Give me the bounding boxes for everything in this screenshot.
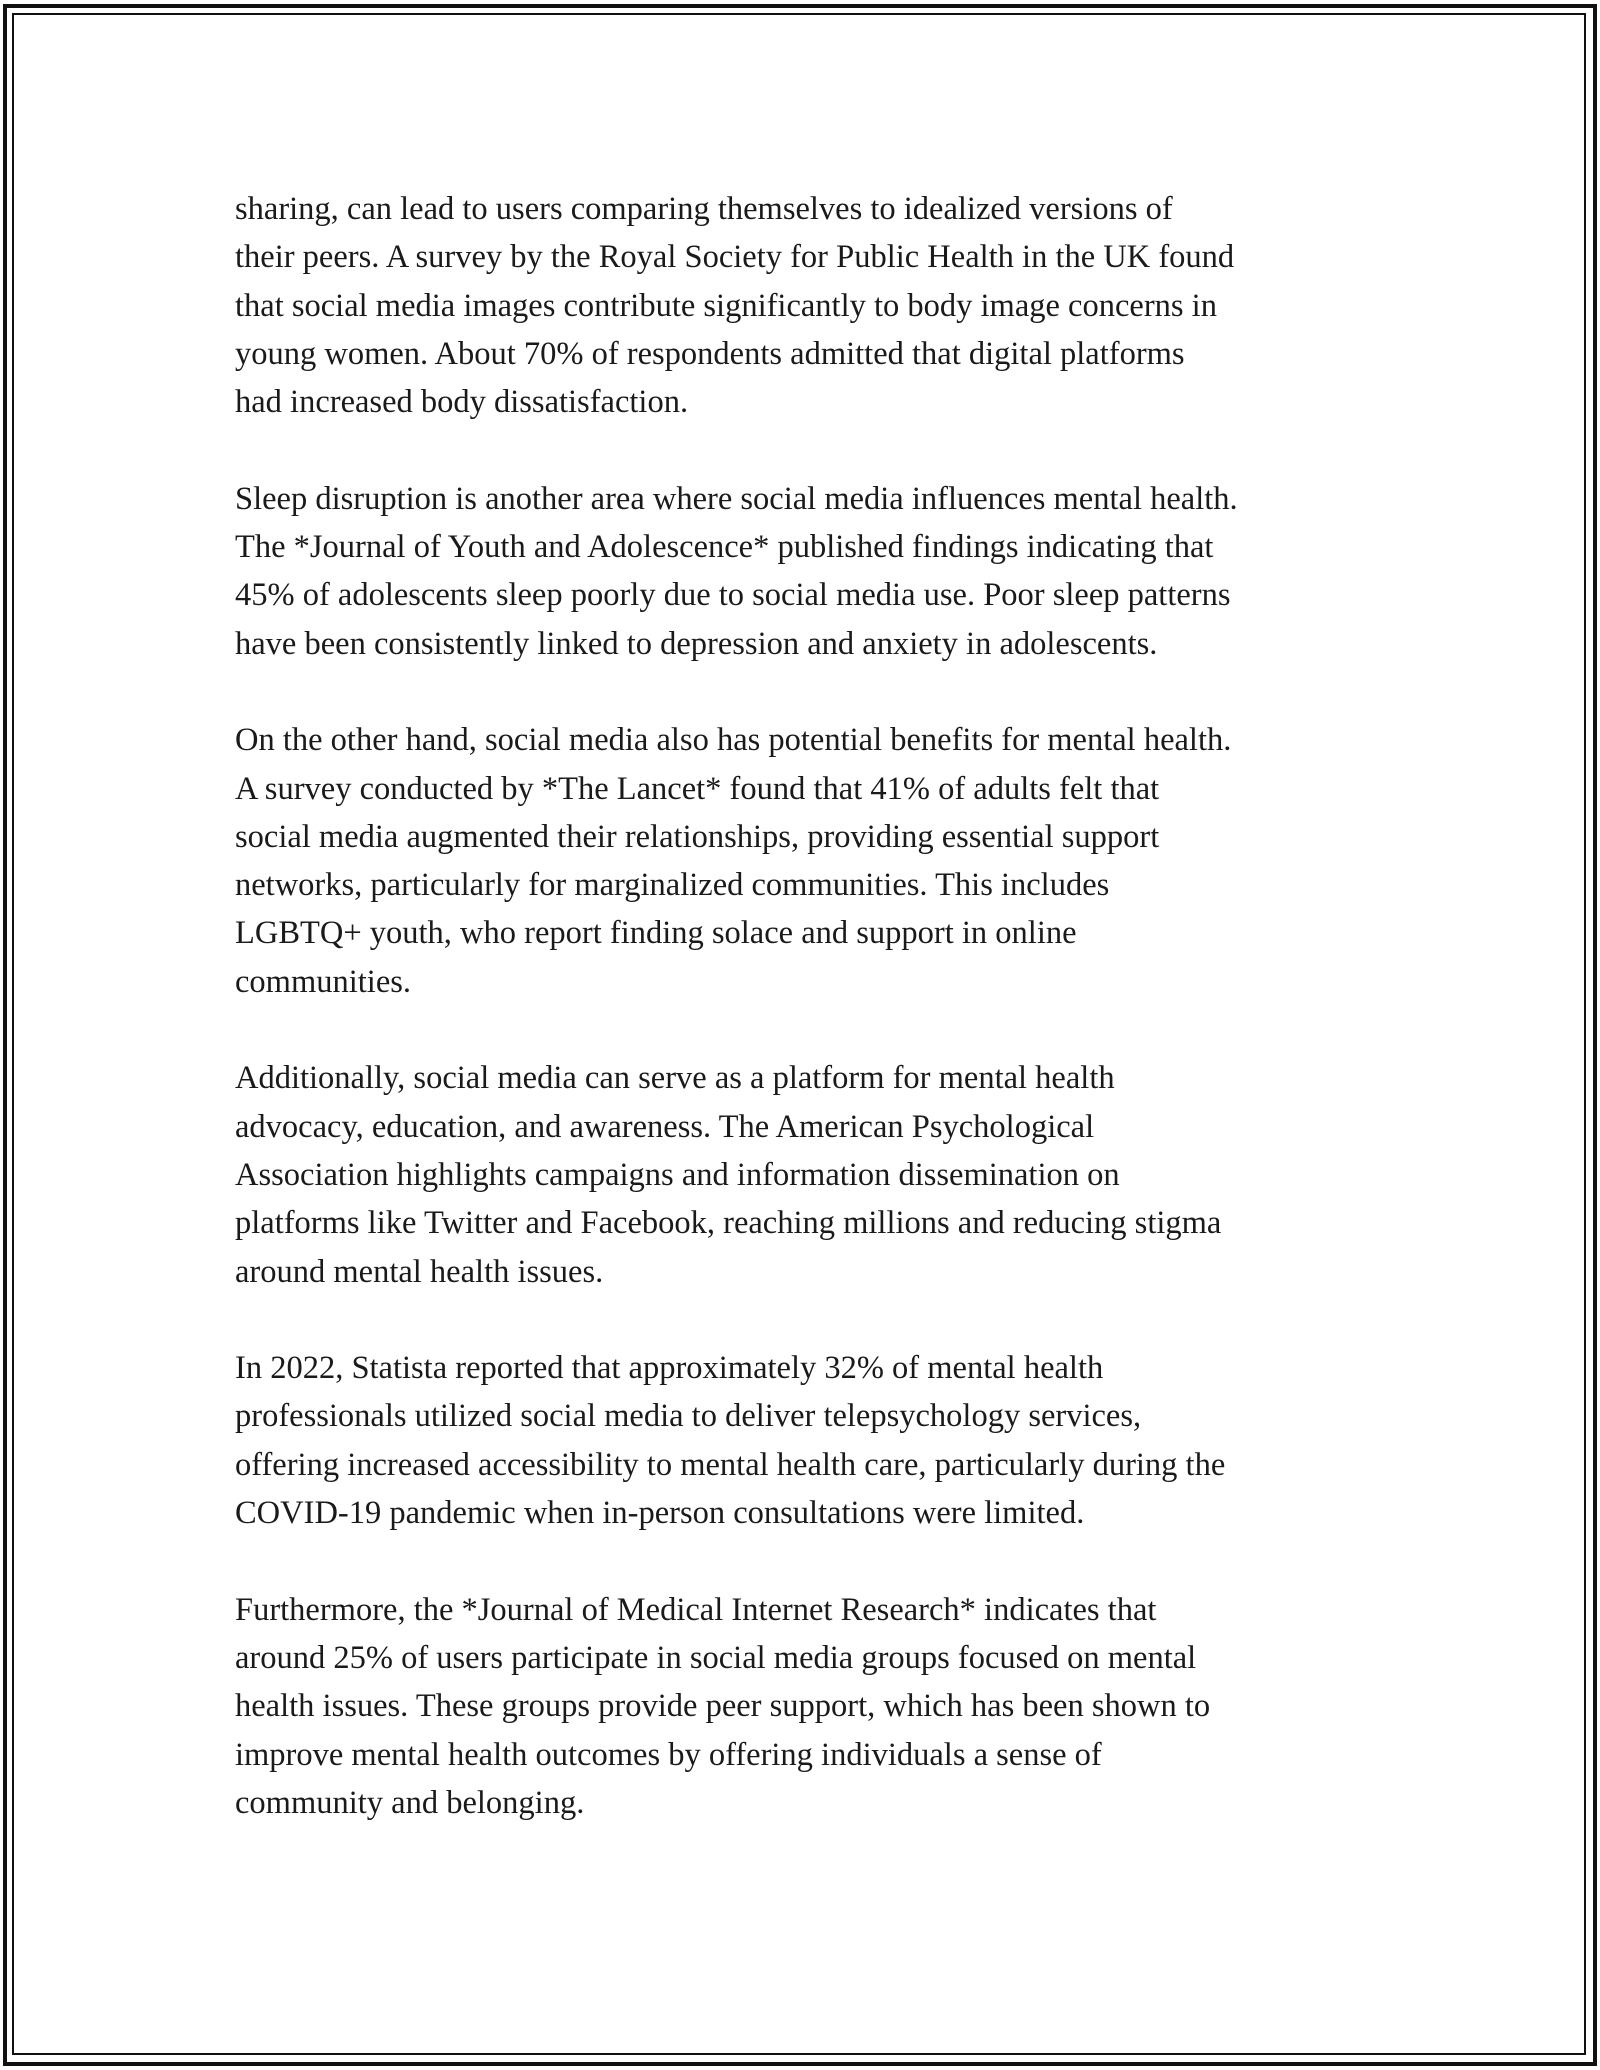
text-line: 45% of adolescents sleep poorly due to social media use. Poor sleep patterns	[235, 577, 1231, 614]
text-line: had increased body dissatisfaction.	[235, 384, 689, 421]
paragraph	[235, 716, 1385, 1006]
paragraph	[235, 1586, 1385, 1827]
text-line: their peers. A survey by the Royal Society for Public Health in the UK found	[235, 239, 1235, 276]
text-line: communities.	[235, 963, 412, 1000]
text-line: community and belonging.	[235, 1784, 585, 1821]
text-line: health issues. These groups provide peer support, which has been shown to	[235, 1688, 1211, 1725]
text-line: LGBTQ+ youth, who report finding solace and support in online	[235, 915, 1077, 952]
text-line: platforms like Twitter and Facebook, reaching millions and reducing stigma	[235, 1205, 1222, 1242]
paragraph	[235, 475, 1385, 668]
text-line: sharing, can lead to users comparing themselves to idealized versions of	[235, 191, 1173, 227]
text-line: young women. About 70% of respondents admitted that digital platforms	[235, 335, 1185, 372]
text-line: The *Journal of Youth and Adolescence* published findings indicating that	[235, 529, 1214, 566]
text-line: advocacy, education, and awareness. The American Psychological	[235, 1108, 1095, 1145]
text-line: professionals utilized social media to deliver telepsychology services,	[235, 1398, 1142, 1435]
paragraph	[235, 185, 1385, 426]
text-line: around mental health issues.	[235, 1253, 604, 1290]
text-line: improve mental health outcomes by offering individuals a sense of	[235, 1736, 1102, 1773]
text-line: A survey conducted by *The Lancet* found that 41% of adults felt that	[235, 770, 1160, 807]
text-line: On the other hand, social media also has potential benefits for mental health.	[235, 722, 1232, 759]
text-line: Sleep disruption is another area where social media influences mental health.	[235, 480, 1238, 517]
text-line: have been consistently linked to depression and anxiety in adolescents.	[235, 625, 1158, 662]
text-line: around 25% of users participate in social media groups focused on mental	[235, 1639, 1197, 1676]
text-line: Furthermore, the *Journal of Medical Internet Research* indicates that	[235, 1591, 1157, 1628]
text-line: In 2022, Statista reported that approximately 32% of mental health	[235, 1350, 1104, 1387]
text-line: offering increased accessibility to mental health care, particularly during the	[235, 1446, 1226, 1483]
text-line: that social media images contribute significantly to body image concerns in	[235, 287, 1217, 324]
paragraph	[235, 1054, 1385, 1295]
text-line: COVID-19 pandemic when in-person consultations were limited.	[235, 1495, 1085, 1532]
text-line: networks, particularly for marginalized communities. This includes	[235, 867, 1110, 904]
text-line: social media augmented their relationships, providing essential support	[235, 818, 1160, 855]
text-line: Association highlights campaigns and information dissemination on	[235, 1156, 1120, 1193]
paragraph	[235, 1344, 1385, 1537]
text-line: Additionally, social media can serve as a platform for mental health	[235, 1060, 1115, 1097]
document-body	[235, 185, 1385, 1875]
